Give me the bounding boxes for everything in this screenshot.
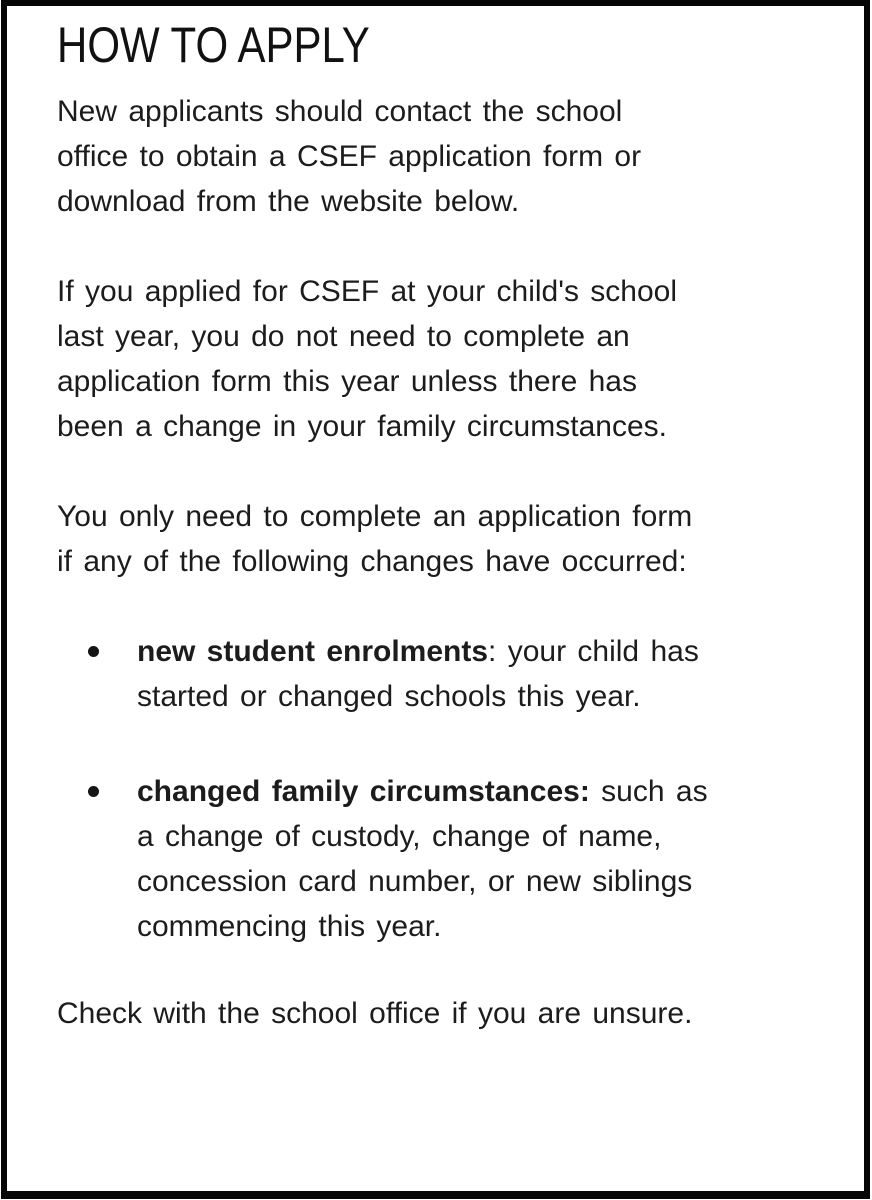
changes-bullet-list — [57, 629, 805, 949]
bullet-icon — [88, 786, 99, 797]
bullet-text: such as — [589, 775, 708, 808]
bullet-line — [137, 629, 805, 674]
page-title: HOW TO APPLY — [57, 17, 370, 73]
paragraph-line: download from the website below. — [57, 185, 520, 218]
paragraph-only-need-form — [57, 494, 805, 584]
paragraph-applied-last-year — [57, 269, 805, 449]
paragraph-line: been a change in your family circumstances. — [57, 410, 667, 443]
paragraph-how-to-apply-intro — [57, 89, 805, 224]
bullet-item-changed-circumstances — [57, 769, 805, 949]
paragraph-closing — [57, 991, 805, 1036]
bullet-icon — [88, 646, 99, 657]
bullet-line: commencing this year. — [137, 910, 442, 943]
bullet-line: started or changed schools this year. — [137, 680, 641, 713]
bullet-line — [137, 769, 805, 814]
bullet-line: concession card number, or new siblings — [137, 865, 693, 898]
bullet-item-new-enrolments — [57, 629, 805, 719]
bullet-bold-label: new student enrolments — [137, 635, 489, 668]
paragraph-line: office to obtain a CSEF application form or — [57, 140, 642, 173]
paragraph-line: You only need to complete an application form — [57, 500, 693, 533]
bullet-line: a change of custody, change of name, — [137, 820, 662, 853]
paragraph-line: application form this year unless there has — [57, 365, 637, 398]
paragraph-line: last year, you do not need to complete an — [57, 320, 630, 353]
paragraph-line: New applicants should contact the school — [57, 95, 623, 128]
document-content — [57, 18, 805, 1036]
paragraph-line: Check with the school office if you are unsure. — [57, 997, 693, 1030]
paragraph-line: If you applied for CSEF at your child's school — [57, 275, 678, 308]
bullet-bold-label: changed family circumstances: — [137, 775, 590, 808]
bullet-text: : your child has — [488, 635, 699, 668]
paragraph-line: if any of the following changes have occurred: — [57, 545, 687, 578]
